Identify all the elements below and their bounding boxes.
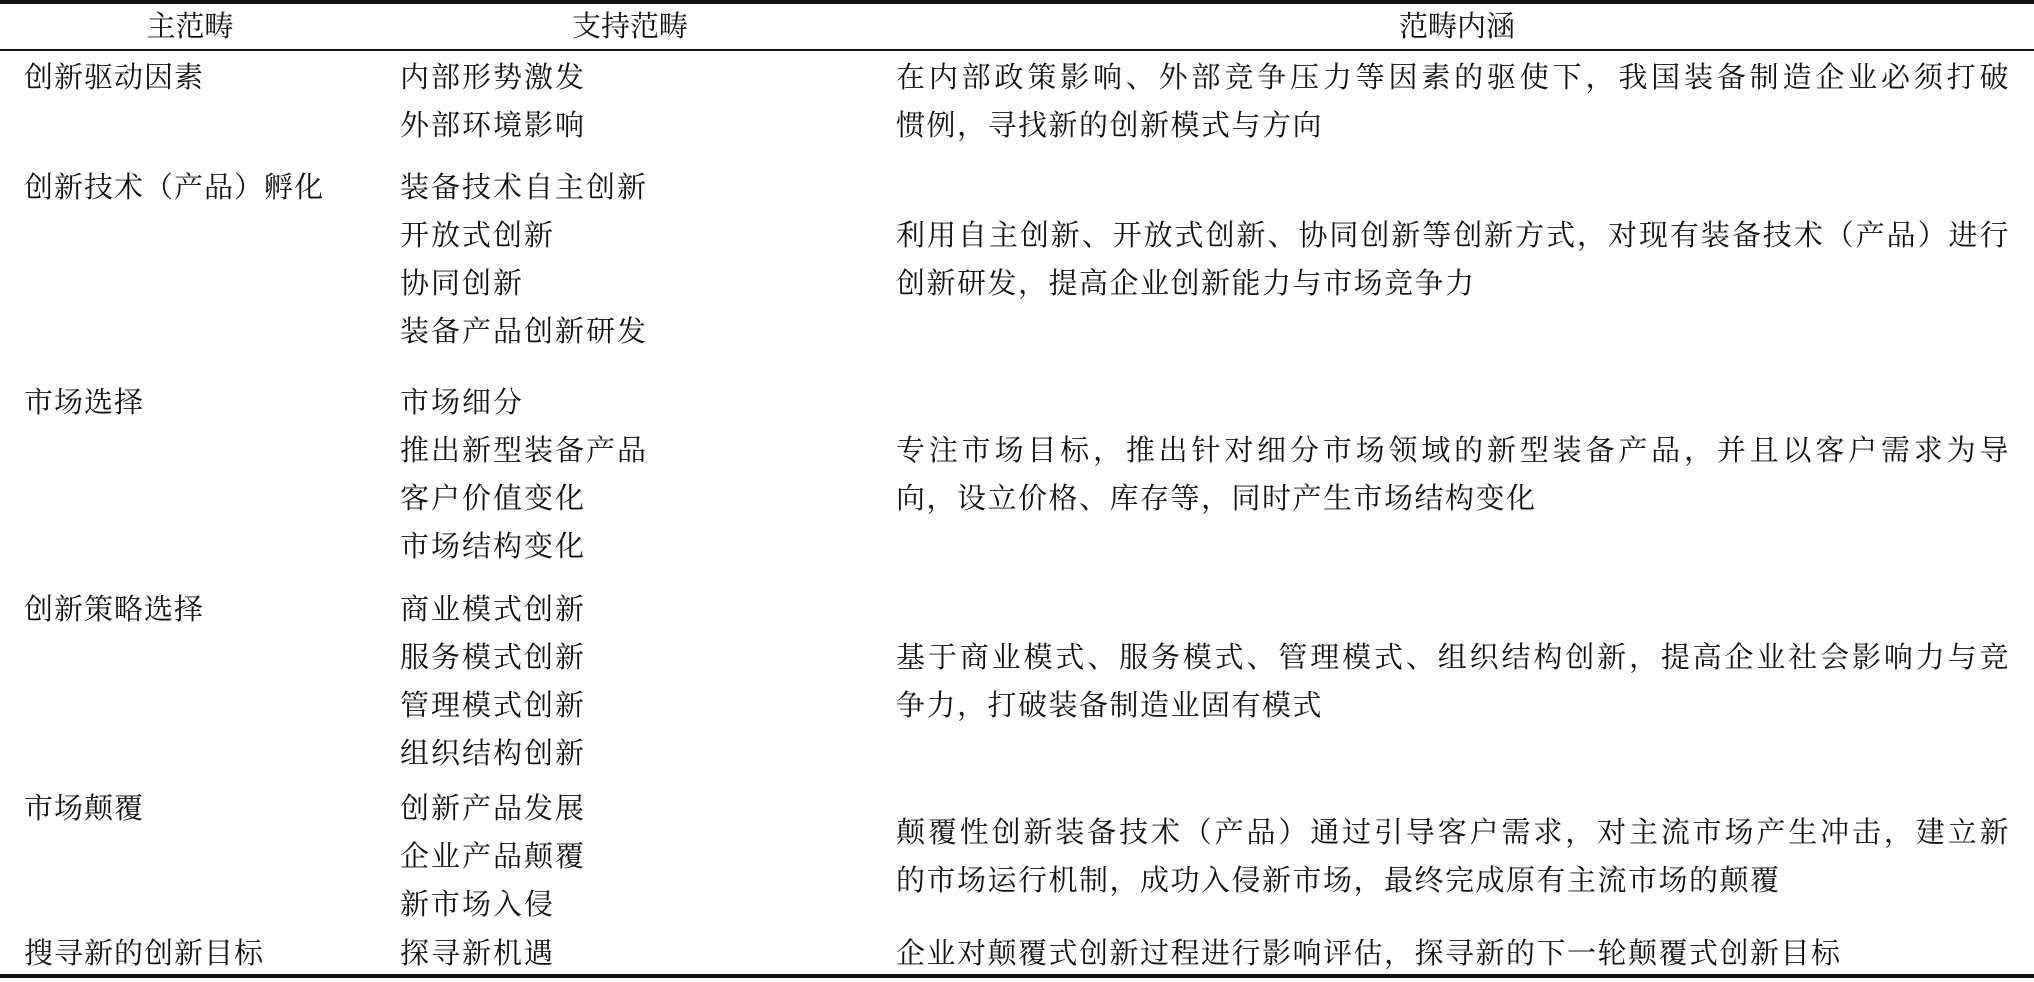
support-item: 企业产品颠覆	[400, 839, 587, 873]
support-item: 装备产品创新研发	[400, 314, 649, 348]
support-item: 市场结构变化	[400, 529, 587, 563]
table-row	[0, 378, 2034, 570]
connotation-line: 向，设立价格、库存等，同时产生市场结构变化	[896, 481, 1537, 515]
table-row	[0, 585, 2034, 777]
connotation-line: 争力，打破装备制造业固有模式	[896, 688, 1324, 722]
connotation-cell	[896, 784, 2010, 928]
table-row	[0, 163, 2034, 355]
connotation-cell	[896, 53, 2010, 149]
support-category-cell	[400, 585, 586, 777]
connotation-cell	[896, 163, 2010, 355]
main-category-cell: 创新驱动因素	[24, 60, 205, 94]
support-item: 内部形势激发	[400, 60, 587, 94]
header-support-category: 支持范畴	[571, 9, 688, 43]
support-category-cell	[400, 53, 586, 149]
support-item: 客户价值变化	[400, 481, 587, 515]
support-item: 管理模式创新	[400, 688, 587, 722]
support-item: 外部环境影响	[400, 108, 587, 142]
connotation-line: 企业对颠覆式创新过程进行影响评估，探寻新的下一轮颠覆式创新目标	[896, 936, 1842, 970]
support-item: 商业模式创新	[400, 592, 587, 626]
support-item: 服务模式创新	[400, 640, 587, 674]
table-header-rule	[0, 49, 2034, 51]
connotation-line: 的市场运行机制，成功入侵新市场，最终完成原有主流市场的颠覆	[896, 863, 1781, 897]
connotation-line: 基于商业模式、服务模式、管理模式、组织结构创新，提高企业社会影响力与竞	[896, 640, 2010, 674]
support-item: 新市场入侵	[400, 887, 556, 921]
table-row	[0, 929, 2034, 977]
main-category-cell: 市场选择	[24, 385, 145, 419]
connotation-line: 专注市场目标，推出针对细分市场领域的新型装备产品，并且以客户需求为导	[896, 433, 2010, 467]
header-main-category: 主范畴	[146, 9, 234, 43]
support-category-cell	[400, 929, 555, 977]
connotation-line: 创新研发，提高企业创新能力与市场竞争力	[896, 266, 1476, 300]
connotation-cell	[896, 378, 2010, 570]
connotation-line: 利用自主创新、开放式创新、协同创新等创新方式，对现有装备技术（产品）进行	[896, 218, 2010, 252]
table-row	[0, 53, 2034, 149]
support-category-cell	[400, 163, 648, 355]
support-item: 创新产品发展	[400, 791, 587, 825]
header-category-connotation: 范畴内涵	[1398, 9, 1515, 43]
support-category-cell	[400, 378, 648, 570]
support-item: 市场细分	[400, 385, 525, 419]
connotation-line: 颠覆性创新装备技术（产品）通过引导客户需求，对主流市场产生冲击，建立新	[896, 815, 2010, 849]
table-row	[0, 784, 2034, 928]
support-item: 推出新型装备产品	[400, 433, 649, 467]
support-category-cell	[400, 784, 586, 928]
main-category-cell: 创新策略选择	[24, 592, 205, 626]
connotation-line: 惯例，寻找新的创新模式与方向	[896, 108, 1324, 142]
support-item: 开放式创新	[400, 218, 556, 252]
table-bottom-rule	[0, 974, 2034, 978]
support-item: 协同创新	[400, 266, 525, 300]
connotation-line: 在内部政策影响、外部竞争压力等因素的驱使下，我国装备制造企业必须打破	[896, 60, 2010, 94]
connotation-cell	[896, 929, 2010, 977]
support-item: 装备技术自主创新	[400, 170, 649, 204]
table-top-rule	[0, 0, 2034, 4]
support-item: 探寻新机遇	[400, 936, 556, 970]
main-category-cell: 搜寻新的创新目标	[24, 936, 265, 970]
main-category-cell: 市场颠覆	[24, 791, 145, 825]
main-category-cell: 创新技术（产品）孵化	[24, 170, 325, 204]
connotation-cell	[896, 585, 2010, 777]
support-item: 组织结构创新	[400, 736, 587, 770]
